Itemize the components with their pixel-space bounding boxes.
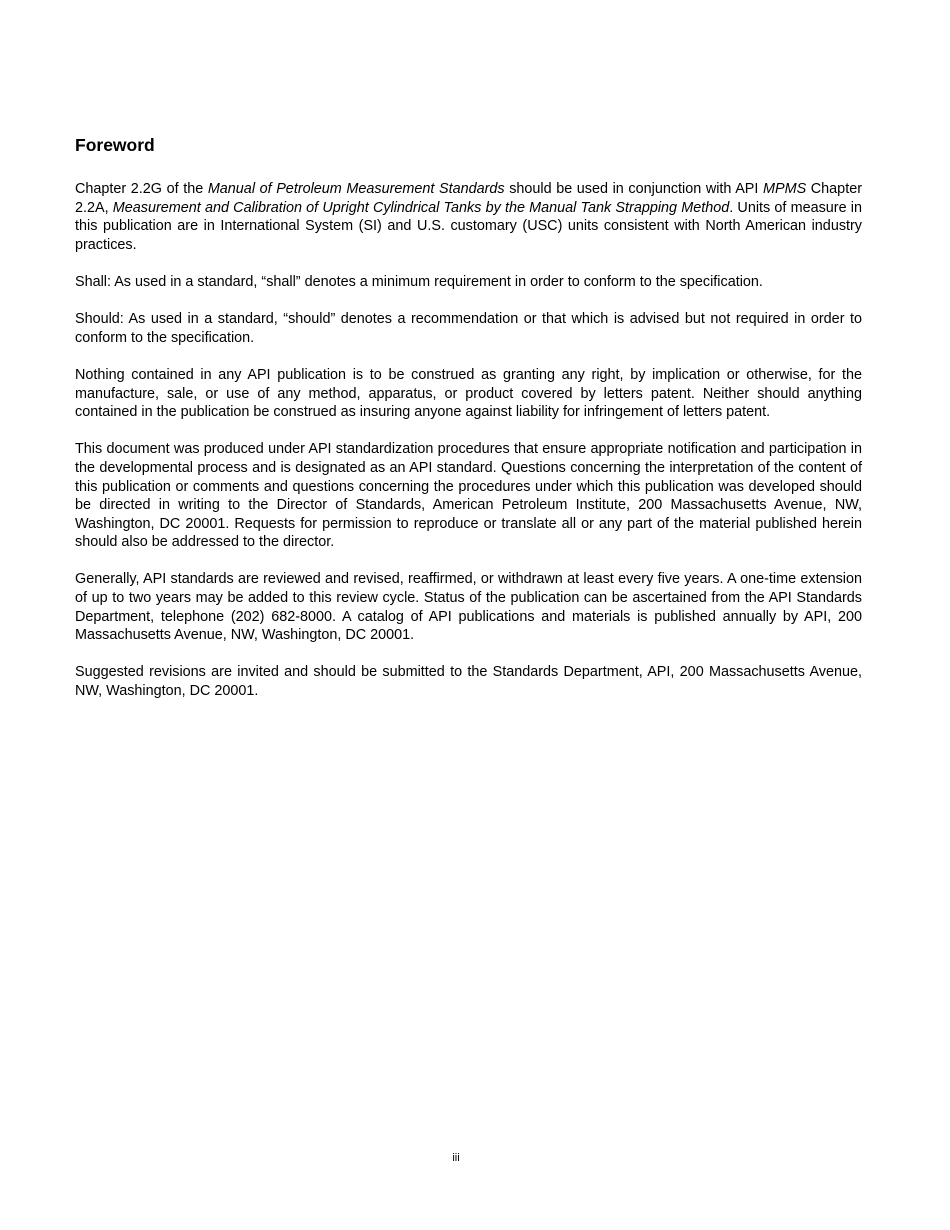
paragraph-text: Chapter 2.2A,: [75, 181, 862, 216]
paragraph-text: should be used in conjunction with API: [504, 181, 764, 197]
manual-title-italic: Manual of Petroleum Measurement Standards: [207, 181, 505, 197]
page-title: Foreword: [75, 135, 155, 155]
paragraph-text: Chapter 2.2G of the: [75, 181, 208, 197]
paragraph-text: . Units of measure in this publication are in International System (SI) and U.S. customary (USC) units consistent with North American industry practices.: [75, 199, 862, 253]
chapter-title-italic: Measurement and Calibration of Upright Cylindrical Tanks by the Manual Tank Strapping Method: [112, 199, 730, 216]
page-number: iii: [452, 1152, 460, 1164]
paragraph-standardization: This document was produced under API standardization procedures that ensure appropriate notification and participation in the developmental process and is designated as an API standard. Questions concerning the interpretation of the content of this publication or comments and questions concerning the procedures under which this publication was developed should be directed in writing to the Director of Standards, American Petroleum Institute, 200 Massachusetts Avenue, NW, Washington, DC 20001. Requests for permission to reproduce or translate all or any part of the material published herein should also be addressed to the director.: [75, 441, 862, 551]
mpms-italic: MPMS: [763, 181, 807, 197]
paragraph-should: Should: As used in a standard, “should” denotes a recommendation or that which is advised but not required in order to conform to the specification.: [75, 311, 862, 346]
paragraph-shall: Shall: As used in a standard, “shall” denotes a minimum requirement in order to conform to the specification.: [75, 273, 763, 290]
paragraph-patent-disclaimer: Nothing contained in any API publication is to be construed as granting any right, by implication or otherwise, for the manufacture, sale, or use of any method, apparatus, or product covered by letters patent. Neither should anything contained in the publication be construed as insuring anyone against liability for infringement of letters patent.: [75, 366, 862, 421]
paragraph-suggested-revisions: Suggested revisions are invited and should be submitted to the Standards Department, API, 200 Massachusetts Avenue, NW, Washington, DC 20001.: [75, 664, 862, 700]
page-content: [75, 134, 862, 719]
paragraph-review-cycle: Generally, API standards are reviewed and revised, reaffirmed, or withdrawn at least every five years. A one-time extension of up to two years may be added to this review cycle. Status of the publication can be ascertained from the API Standards Department, telephone (202) 682-8000. A catalog of API publications and materials is published annually by API, 200 Massachusetts Avenue, NW, Washington, DC 20001.: [75, 571, 862, 644]
paragraph-chapter-intro: [75, 180, 862, 254]
